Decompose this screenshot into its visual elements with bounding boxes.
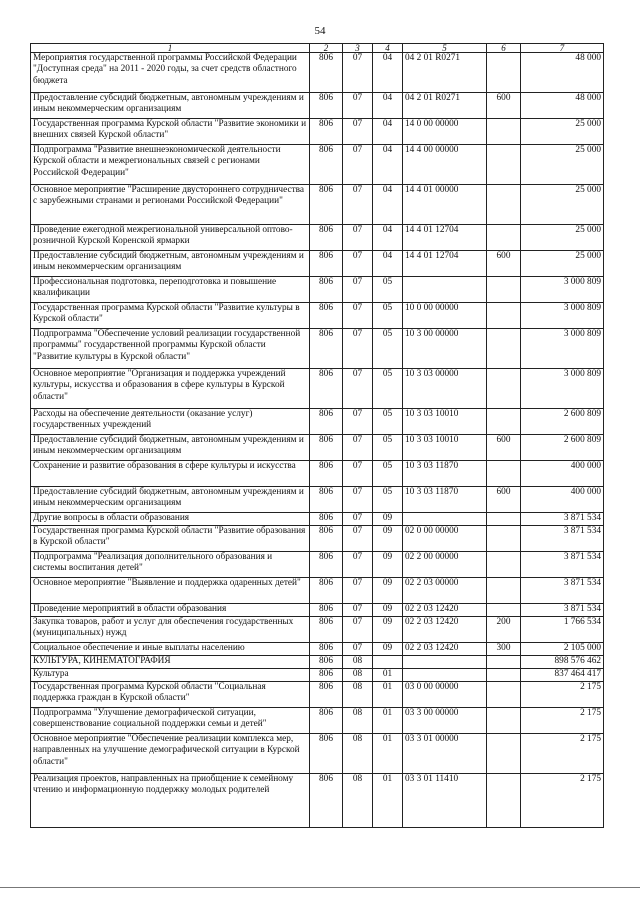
row-amount: 3 871 534 <box>521 552 604 578</box>
row-name: Предоставление субсидий бюджетным, автономным учреждениям и иным некоммерческим организациям <box>31 487 310 513</box>
row-amount: 3 871 534 <box>521 578 604 604</box>
row-subsection: 09 <box>373 552 403 578</box>
row-name: Расходы на обеспечение деятельности (оказание услуг) государственных учреждений <box>31 409 310 435</box>
row-section: 07 <box>343 329 373 369</box>
row-target-article: 02 2 03 00000 <box>403 578 487 604</box>
row-target-article: 14 4 01 00000 <box>403 185 487 225</box>
row-expense-type <box>487 53 521 93</box>
row-ved-code: 806 <box>310 251 343 277</box>
row-name: КУЛЬТУРА, КИНЕМАТОГРАФИЯ <box>31 656 310 669</box>
row-expense-type <box>487 682 521 708</box>
row-amount: 2 600 809 <box>521 435 604 461</box>
row-ved-code: 806 <box>310 656 343 669</box>
row-section: 07 <box>343 93 373 119</box>
row-section: 07 <box>343 578 373 604</box>
row-name: Культура <box>31 669 310 682</box>
row-ved-code: 806 <box>310 552 343 578</box>
row-amount: 3 000 809 <box>521 369 604 409</box>
row-name: Подпрограмма "Реализация дополнительного образования и системы воспитания детей" <box>31 552 310 578</box>
row-name: Мероприятия государственной программы Российской Федерации "Доступная среда" на 2011 - 2020 годы, за счет средств областного бюджета <box>31 53 310 93</box>
row-section: 08 <box>343 669 373 682</box>
table-header-row <box>31 44 604 53</box>
row-name: Основное мероприятие "Обеспечение реализации комплекса мер, направленных на улучшение демографической ситуации в Курской области" <box>31 734 310 774</box>
row-section: 08 <box>343 656 373 669</box>
row-ved-code: 806 <box>310 682 343 708</box>
row-amount: 3 000 809 <box>521 303 604 329</box>
row-subsection: 01 <box>373 669 403 682</box>
row-name: Закупка товаров, работ и услуг для обеспечения государственных (муниципальных) нужд <box>31 617 310 643</box>
row-section: 07 <box>343 461 373 487</box>
row-amount: 25 000 <box>521 225 604 251</box>
row-target-article: 14 4 01 12704 <box>403 225 487 251</box>
column-header: 5 <box>403 44 487 53</box>
table-row <box>31 461 604 487</box>
table-row <box>31 409 604 435</box>
row-subsection: 05 <box>373 369 403 409</box>
table-row <box>31 369 604 409</box>
row-section: 08 <box>343 734 373 774</box>
page-bottom-rule <box>0 887 640 888</box>
row-ved-code: 806 <box>310 329 343 369</box>
row-section: 07 <box>343 185 373 225</box>
row-target-article: 10 3 00 00000 <box>403 329 487 369</box>
row-name: Социальное обеспечение и иные выплаты населению <box>31 643 310 656</box>
row-amount: 2 105 000 <box>521 643 604 656</box>
row-amount: 400 000 <box>521 461 604 487</box>
row-section: 07 <box>343 119 373 145</box>
row-target-article: 10 3 03 11870 <box>403 487 487 513</box>
row-target-article: 14 4 01 12704 <box>403 251 487 277</box>
row-expense-type <box>487 604 521 617</box>
row-target-article: 10 3 03 11870 <box>403 461 487 487</box>
row-amount: 48 000 <box>521 53 604 93</box>
row-expense-type <box>487 145 521 185</box>
row-name: Государственная программа Курской области "Развитие культуры в Курской области" <box>31 303 310 329</box>
row-ved-code: 806 <box>310 435 343 461</box>
row-expense-type: 600 <box>487 251 521 277</box>
row-name: Реализация проектов, направленных на приобщение к семейному чтению и информационную поддержку молодых родителей <box>31 774 310 828</box>
row-expense-type: 300 <box>487 643 521 656</box>
row-amount: 25 000 <box>521 185 604 225</box>
row-section: 07 <box>343 552 373 578</box>
row-subsection: 01 <box>373 708 403 734</box>
row-name: Предоставление субсидий бюджетным, автономным учреждениям и иным некоммерческим организациям <box>31 435 310 461</box>
row-name: Другие вопросы в области образования <box>31 513 310 526</box>
row-subsection: 04 <box>373 119 403 145</box>
table-row <box>31 435 604 461</box>
row-subsection: 05 <box>373 329 403 369</box>
row-target-article: 04 2 01 R0271 <box>403 93 487 119</box>
row-section: 07 <box>343 487 373 513</box>
row-section: 07 <box>343 643 373 656</box>
row-name: Основное мероприятие "Выявление и поддержка одаренных детей" <box>31 578 310 604</box>
row-section: 08 <box>343 774 373 828</box>
table-row <box>31 329 604 369</box>
row-name: Предоставление субсидий бюджетным, автономным учреждениям и иным некоммерческим организациям <box>31 93 310 119</box>
row-target-article: 14 0 00 00000 <box>403 119 487 145</box>
row-expense-type <box>487 461 521 487</box>
row-ved-code: 806 <box>310 145 343 185</box>
row-target-article <box>403 656 487 669</box>
row-target-article: 14 4 00 00000 <box>403 145 487 185</box>
table-row <box>31 774 604 828</box>
row-target-article: 02 2 03 12420 <box>403 643 487 656</box>
row-section: 07 <box>343 604 373 617</box>
row-target-article <box>403 669 487 682</box>
row-target-article: 04 2 01 R0271 <box>403 53 487 93</box>
table-row <box>31 552 604 578</box>
row-target-article: 02 0 00 00000 <box>403 526 487 552</box>
row-section: 08 <box>343 708 373 734</box>
row-subsection: 04 <box>373 251 403 277</box>
row-ved-code: 806 <box>310 774 343 828</box>
row-ved-code: 806 <box>310 461 343 487</box>
row-ved-code: 806 <box>310 277 343 303</box>
row-section: 07 <box>343 145 373 185</box>
table-row <box>31 708 604 734</box>
row-target-article: 03 0 00 00000 <box>403 682 487 708</box>
table-row <box>31 277 604 303</box>
table-row <box>31 513 604 526</box>
row-subsection <box>373 656 403 669</box>
row-expense-type <box>487 656 521 669</box>
row-amount: 25 000 <box>521 119 604 145</box>
row-amount: 3 000 809 <box>521 277 604 303</box>
table-row <box>31 93 604 119</box>
row-name: Профессиональная подготовка, переподготовка и повышение квалификации <box>31 277 310 303</box>
row-subsection: 04 <box>373 225 403 251</box>
table-row <box>31 656 604 669</box>
table-row <box>31 643 604 656</box>
row-name: Основное мероприятие "Расширение двустороннего сотрудничества с зарубежными странами и регионами Российской Федерации" <box>31 185 310 225</box>
row-section: 07 <box>343 617 373 643</box>
row-expense-type <box>487 774 521 828</box>
row-target-article: 10 3 03 00000 <box>403 369 487 409</box>
row-ved-code: 806 <box>310 526 343 552</box>
row-ved-code: 806 <box>310 225 343 251</box>
row-name: Государственная программа Курской области "Социальная поддержка граждан в Курской области" <box>31 682 310 708</box>
row-expense-type: 600 <box>487 435 521 461</box>
row-amount: 2 600 809 <box>521 409 604 435</box>
row-subsection: 09 <box>373 513 403 526</box>
row-expense-type: 600 <box>487 487 521 513</box>
row-section: 08 <box>343 682 373 708</box>
column-header: 6 <box>487 44 521 53</box>
row-target-article: 02 2 03 12420 <box>403 604 487 617</box>
table-row <box>31 526 604 552</box>
row-expense-type: 200 <box>487 617 521 643</box>
row-ved-code: 806 <box>310 734 343 774</box>
table-row <box>31 225 604 251</box>
row-amount: 3 871 534 <box>521 604 604 617</box>
row-amount: 25 000 <box>521 145 604 185</box>
row-subsection: 09 <box>373 578 403 604</box>
column-header: 3 <box>343 44 373 53</box>
row-expense-type <box>487 369 521 409</box>
row-subsection: 09 <box>373 643 403 656</box>
row-subsection: 01 <box>373 734 403 774</box>
row-ved-code: 806 <box>310 643 343 656</box>
table-row <box>31 145 604 185</box>
row-expense-type <box>487 669 521 682</box>
row-name: Проведение мероприятий в области образования <box>31 604 310 617</box>
row-expense-type <box>487 303 521 329</box>
row-target-article: 02 2 03 12420 <box>403 617 487 643</box>
row-name: Основное мероприятие "Организация и поддержка учреждений культуры, искусства и образования в сфере культуры в Курской области" <box>31 369 310 409</box>
row-target-article: 10 0 00 00000 <box>403 303 487 329</box>
row-subsection: 05 <box>373 461 403 487</box>
row-expense-type <box>487 119 521 145</box>
row-amount: 2 175 <box>521 682 604 708</box>
table-row <box>31 53 604 93</box>
row-ved-code: 806 <box>310 185 343 225</box>
row-target-article <box>403 277 487 303</box>
row-expense-type <box>487 225 521 251</box>
table-row <box>31 119 604 145</box>
row-ved-code: 806 <box>310 604 343 617</box>
row-target-article: 03 3 00 00000 <box>403 708 487 734</box>
row-amount: 1 766 534 <box>521 617 604 643</box>
table-row <box>31 604 604 617</box>
row-section: 07 <box>343 526 373 552</box>
table-row <box>31 617 604 643</box>
page-number: 54 <box>314 25 326 37</box>
table-row <box>31 578 604 604</box>
table-row <box>31 734 604 774</box>
row-section: 07 <box>343 409 373 435</box>
row-expense-type <box>487 552 521 578</box>
row-name: Государственная программа Курской области "Развитие экономики и внешних связей Курской области" <box>31 119 310 145</box>
row-amount: 3 000 809 <box>521 329 604 369</box>
row-expense-type <box>487 708 521 734</box>
row-name: Предоставление субсидий бюджетным, автономным учреждениям и иным некоммерческим организациям <box>31 251 310 277</box>
table-row <box>31 682 604 708</box>
table-row <box>31 669 604 682</box>
row-amount: 400 000 <box>521 487 604 513</box>
row-name: Проведение ежегодной межрегиональной универсальной оптово-розничной Курской Коренской ярмарки <box>31 225 310 251</box>
row-ved-code: 806 <box>310 617 343 643</box>
row-subsection: 09 <box>373 604 403 617</box>
row-section: 07 <box>343 435 373 461</box>
row-ved-code: 806 <box>310 369 343 409</box>
row-subsection: 09 <box>373 526 403 552</box>
row-expense-type <box>487 734 521 774</box>
row-subsection: 04 <box>373 53 403 93</box>
row-amount: 25 000 <box>521 251 604 277</box>
row-name: Подпрограмма "Развитие внешнеэкономической деятельности Курской области и межрегиональных связей с регионами Российской Федерации" <box>31 145 310 185</box>
row-target-article: 03 3 01 00000 <box>403 734 487 774</box>
row-expense-type <box>487 185 521 225</box>
table-body <box>31 53 604 828</box>
row-section: 07 <box>343 251 373 277</box>
row-ved-code: 806 <box>310 53 343 93</box>
column-header: 7 <box>521 44 604 53</box>
row-subsection: 05 <box>373 435 403 461</box>
row-expense-type: 600 <box>487 93 521 119</box>
table-row <box>31 303 604 329</box>
row-amount: 2 175 <box>521 708 604 734</box>
row-target-article <box>403 513 487 526</box>
row-ved-code: 806 <box>310 513 343 526</box>
row-expense-type <box>487 277 521 303</box>
row-subsection: 05 <box>373 277 403 303</box>
budget-table <box>30 43 604 828</box>
row-subsection: 04 <box>373 145 403 185</box>
row-amount: 898 576 462 <box>521 656 604 669</box>
row-subsection: 09 <box>373 617 403 643</box>
row-subsection: 05 <box>373 303 403 329</box>
row-amount: 837 464 417 <box>521 669 604 682</box>
row-ved-code: 806 <box>310 578 343 604</box>
row-section: 07 <box>343 53 373 93</box>
column-header: 1 <box>31 44 310 53</box>
row-subsection: 01 <box>373 682 403 708</box>
row-section: 07 <box>343 277 373 303</box>
table-row <box>31 487 604 513</box>
column-header: 2 <box>310 44 343 53</box>
row-amount: 48 000 <box>521 93 604 119</box>
row-amount: 2 175 <box>521 774 604 828</box>
row-target-article: 03 3 01 11410 <box>403 774 487 828</box>
row-expense-type <box>487 409 521 435</box>
row-ved-code: 806 <box>310 119 343 145</box>
row-ved-code: 806 <box>310 708 343 734</box>
row-subsection: 04 <box>373 185 403 225</box>
row-target-article: 02 2 00 00000 <box>403 552 487 578</box>
row-expense-type <box>487 578 521 604</box>
row-section: 07 <box>343 369 373 409</box>
row-subsection: 01 <box>373 774 403 828</box>
row-expense-type <box>487 513 521 526</box>
row-subsection: 05 <box>373 487 403 513</box>
row-ved-code: 806 <box>310 487 343 513</box>
row-name: Сохранение и развитие образования в сфере культуры и искусства <box>31 461 310 487</box>
row-ved-code: 806 <box>310 93 343 119</box>
column-header: 4 <box>373 44 403 53</box>
row-ved-code: 806 <box>310 669 343 682</box>
row-section: 07 <box>343 225 373 251</box>
row-amount: 3 871 534 <box>521 526 604 552</box>
row-amount: 2 175 <box>521 734 604 774</box>
row-section: 07 <box>343 513 373 526</box>
row-expense-type <box>487 329 521 369</box>
row-subsection: 05 <box>373 409 403 435</box>
row-amount: 3 871 534 <box>521 513 604 526</box>
row-subsection: 04 <box>373 93 403 119</box>
row-name: Государственная программа Курской области "Развитие образования в Курской области" <box>31 526 310 552</box>
row-expense-type <box>487 526 521 552</box>
table-row <box>31 185 604 225</box>
row-ved-code: 806 <box>310 409 343 435</box>
table-row <box>31 251 604 277</box>
row-ved-code: 806 <box>310 303 343 329</box>
row-target-article: 10 3 03 10010 <box>403 409 487 435</box>
row-name: Подпрограмма "Обеспечение условий реализации государственной программы" государственной программы Курской области "Развитие культуры в Курской области" <box>31 329 310 369</box>
row-name: Подпрограмма "Улучшение демографической ситуации, совершенствование социальной поддержки семьи и детей" <box>31 708 310 734</box>
row-section: 07 <box>343 303 373 329</box>
row-target-article: 10 3 03 10010 <box>403 435 487 461</box>
